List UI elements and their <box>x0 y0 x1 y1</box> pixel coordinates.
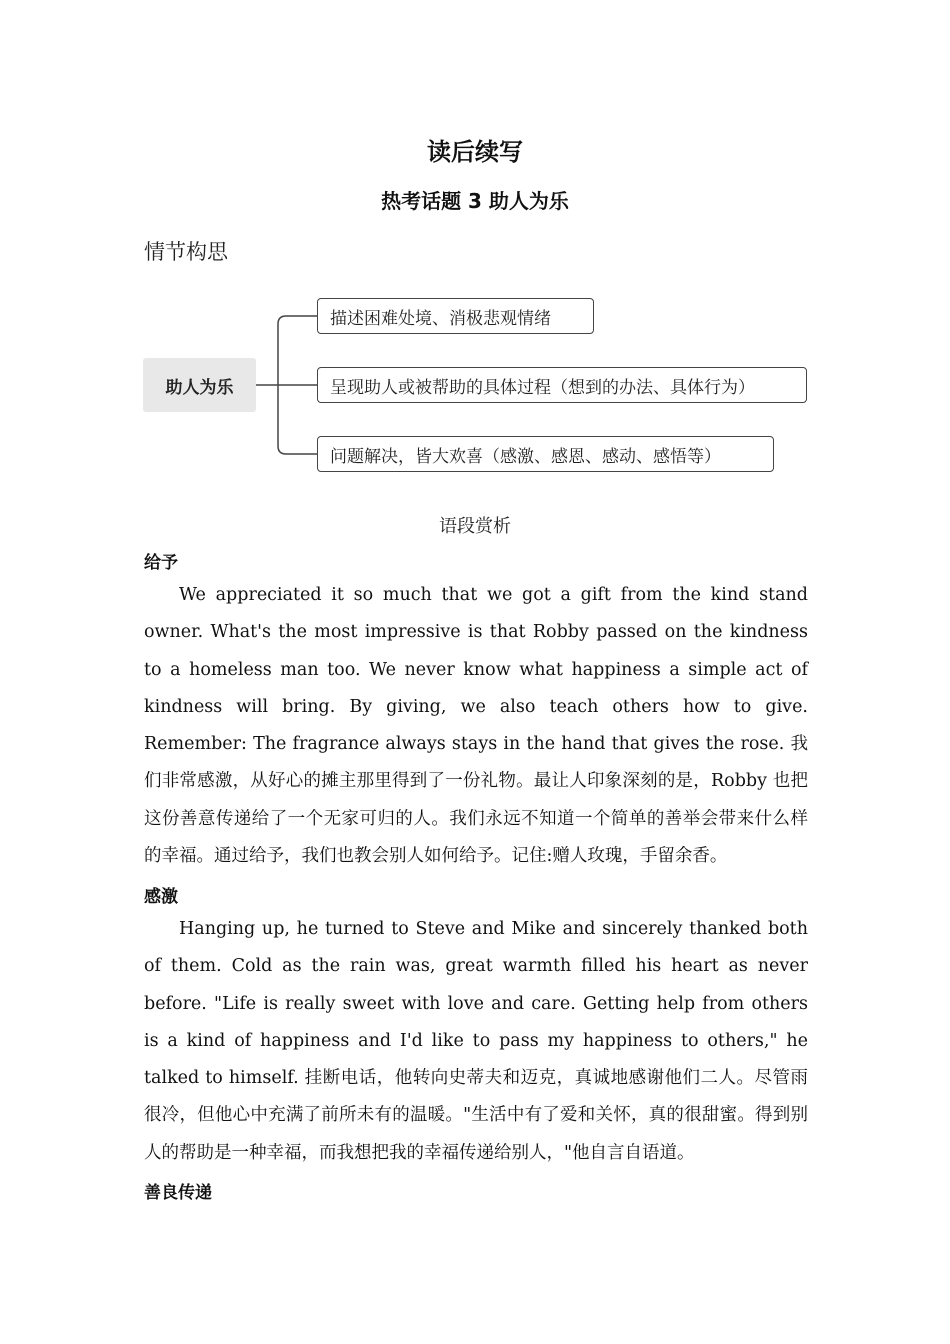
mindmap-diagram <box>140 290 820 480</box>
page-title: 读后续写 <box>427 138 523 166</box>
analysis-caption: 语段赏析 <box>439 516 511 537</box>
section-heading-give: 给予 <box>144 553 178 573</box>
section-heading-gratitude: 感激 <box>144 887 178 907</box>
section-paragraph-gratitude: Hanging up, he turned to Steve and Mike and sincerely thanked both of them. Cold as the rain was, great warmth filled his heart as never before. "Life is really sweet with love and care. Getting help from others is a kind of happiness and I'd like to pass my happiness to others," he talked to himself. 挂断电话，他转向史蒂夫和迈克，真诚地感谢他们二人。尽管雨很冷，但他心中充满了前所未有的温暖。"生活中有了爱和关怀，真的很甜蜜。得到别人的帮助是一种幸福，而我想把我的幸福传递给别人，"他自言自语道。 <box>144 919 808 1163</box>
plot-section-heading: 情节构思 <box>144 240 228 264</box>
mindmap-branch-2: 呈现助人或被帮助的具体过程（想到的办法、具体行为） <box>317 367 807 403</box>
mindmap-branch-3: 问题解决，皆大欢喜（感激、感恩、感动、感悟等） <box>317 436 774 472</box>
mindmap-root-node: 助人为乐 <box>143 358 256 412</box>
page-subtitle: 热考话题 3 助人为乐 <box>381 189 569 213</box>
section-heading-pass-kindness: 善良传递 <box>144 1183 212 1203</box>
mindmap-branch-1: 描述困难处境、消极悲观情绪 <box>317 298 594 334</box>
section-paragraph-give: We appreciated it so much that we got a gift from the kind stand owner. What's the most impressive is that Robby passed on the kindness to a homeless man too. We never know what happiness a simple act of kindness will bring. By giving, we also teach others how to give. Remember: The fragrance always stays in the hand that gives the rose. 我们非常感激，从好心的摊主那里得到了一份礼物。最让人印象深刻的是，Robby 也把这份善意传递给了一个无家可归的人。我们永远不知道一个简单的善举会带来什么样的幸福。通过给予，我们也教会别人如何给予。记住:赠人玫瑰，手留余香。 <box>144 585 808 867</box>
